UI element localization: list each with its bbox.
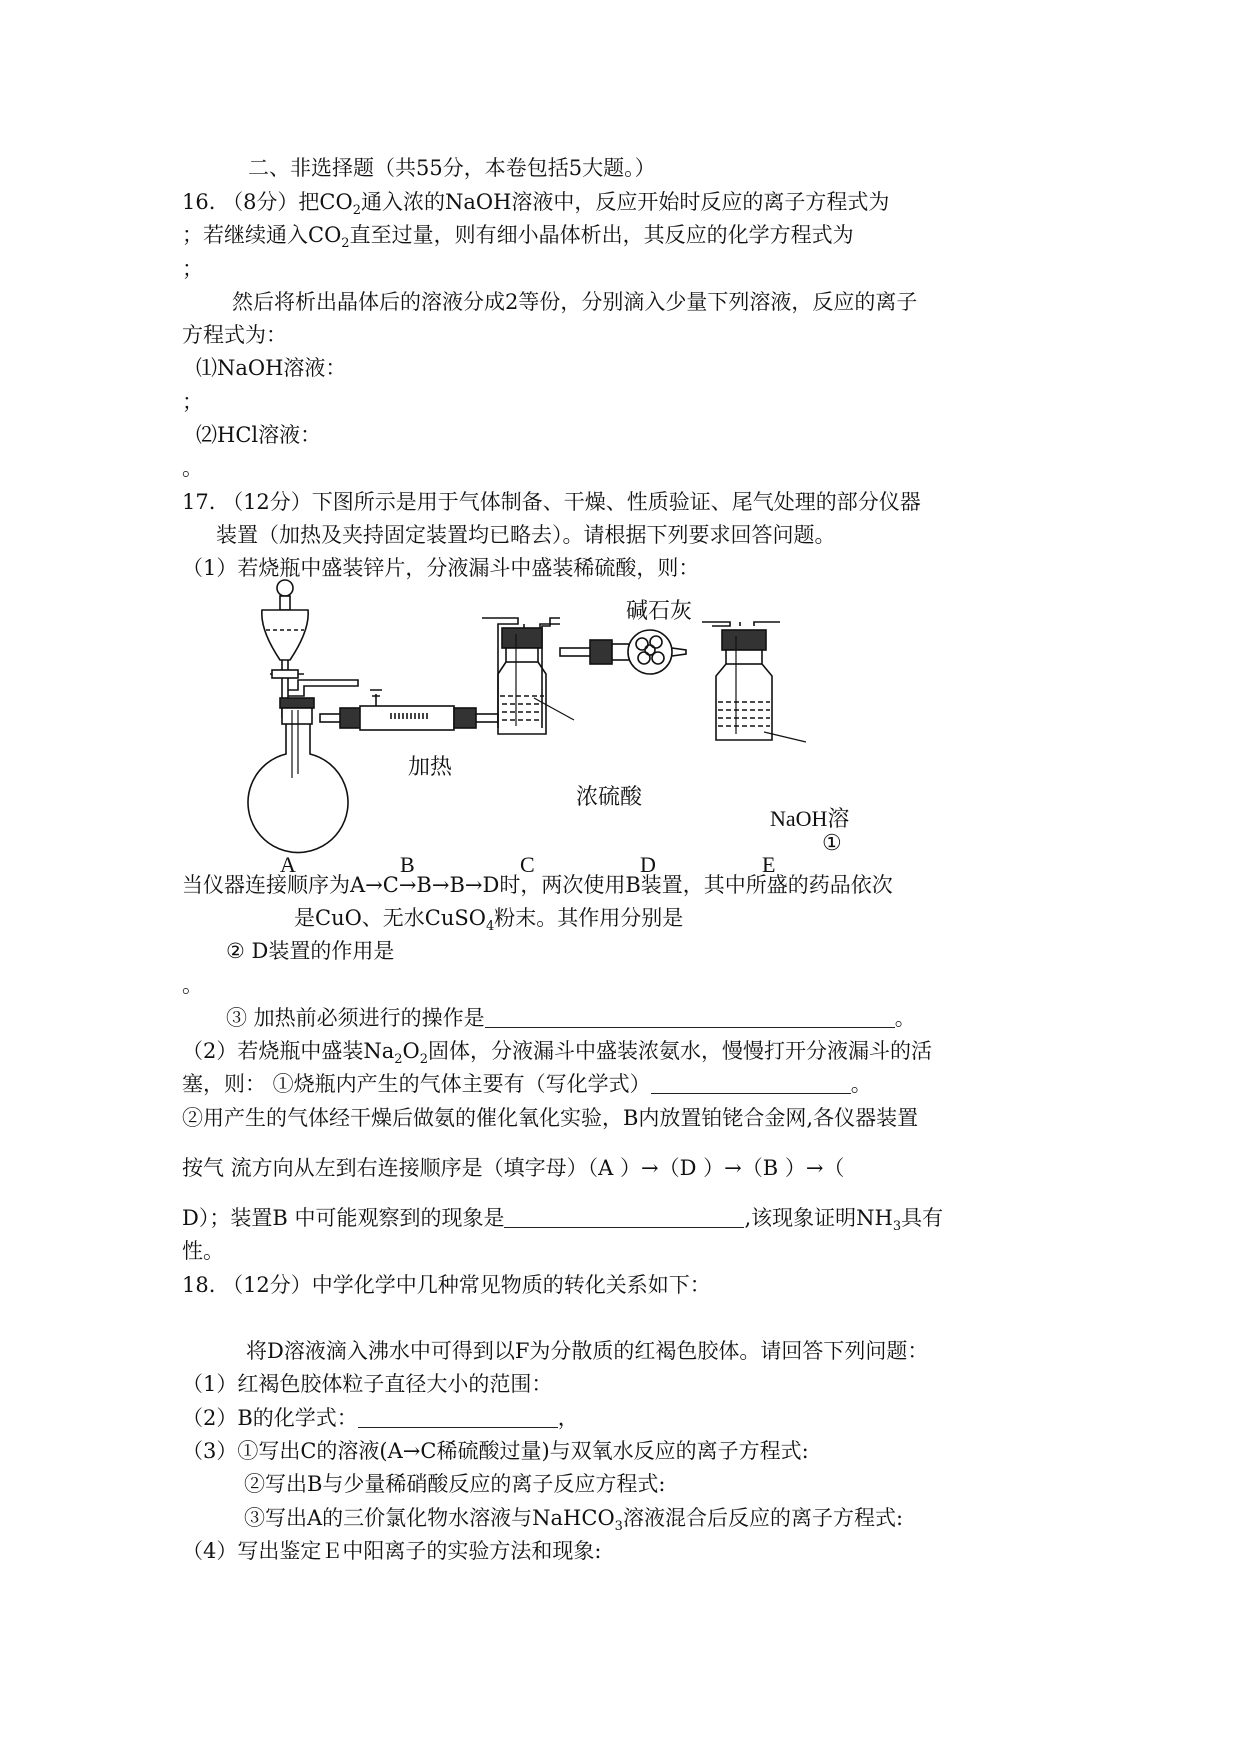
label-naoh-solution: NaOH溶 <box>770 806 850 831</box>
text: 溶液混合后反应的离子方程式: <box>622 1506 904 1530</box>
text: O <box>402 1039 420 1063</box>
q18-line-6: ②写出B与少量稀硝酸反应的离子反应方程式: <box>244 1472 666 1496</box>
subscript: 3 <box>892 1219 902 1235</box>
text: 通入浓的NaOH溶液中，反应开始时反应的离子方程式为 <box>361 190 890 214</box>
device-b-combustion-tube <box>320 690 498 730</box>
text: （2）B的化学式： <box>182 1406 358 1430</box>
q18-line-7 <box>244 1505 904 1535</box>
q17-line-8 <box>226 1005 916 1031</box>
text: ， <box>557 1406 579 1430</box>
q18-line-2: 将D溶液滴入沸水中可得到以F为分散质的红褐色胶体。请回答下列问题： <box>246 1339 929 1363</box>
text: D）；装置B 中可能观察到的现象是 <box>182 1206 505 1230</box>
q18-line-4 <box>182 1405 579 1431</box>
q16-line-4: 然后将析出晶体后的溶液分成2等份，分别滴入少量下列溶液，反应的离子 <box>232 290 918 314</box>
answer-blank[interactable] <box>504 1207 744 1228</box>
device-label-d: D <box>640 852 656 877</box>
q16-line-1 <box>182 189 890 219</box>
subscript: 3 <box>614 1519 623 1535</box>
text: ③ 加热前必须进行的操作是 <box>226 1006 485 1030</box>
device-label-c: C <box>520 852 535 877</box>
text: ,该现象证明NH <box>744 1206 893 1230</box>
q17-line-11: ②用产生的气体经干燥后做氨的催化氧化实验，B内放置铂铑合金网,各仪器装置 <box>182 1106 919 1130</box>
q17-line-12: 按气 流方向从左到右连接顺序是（填字母）（A ）→（D ）→（B ）→（ <box>182 1156 845 1180</box>
q17-line-3: （1）若烧瓶中盛装锌片，分液漏斗中盛装稀硫酸，则： <box>182 556 700 580</box>
subscript: 2 <box>341 236 350 252</box>
text: 直至过量，则有细小晶体析出，其反应的化学方程式为 <box>349 223 854 247</box>
label-heat: 加热 <box>408 754 453 779</box>
q17-line-4: 当仪器连接顺序为A→C→B→B→D时，两次使用B装置，其中所盛的药品依次 <box>182 873 893 897</box>
q16-line-5: 方程式为： <box>182 323 287 347</box>
q17-line-7: 。 <box>182 973 203 997</box>
subscript: 2 <box>352 203 361 219</box>
subscript: 2 <box>394 1052 403 1068</box>
answer-blank[interactable] <box>651 1073 851 1094</box>
q17-line-6: ② D装置的作用是 <box>226 939 395 963</box>
q16-item-1: ⑴NaOH溶液： <box>196 356 347 380</box>
text: ；若继续通入CO <box>182 223 342 247</box>
q16-item-1-end: ； <box>182 390 203 414</box>
subscript: 4 <box>486 919 495 935</box>
label-conc-sulfuric-acid: 浓硫酸 <box>576 784 643 809</box>
subscript: 2 <box>419 1052 429 1068</box>
text: 粉末。其作用分别是 <box>494 906 684 930</box>
text: 。 <box>894 1006 916 1030</box>
q18-line-1: 18. （12分）中学化学中几种常见物质的转化关系如下： <box>182 1273 711 1297</box>
text: 。 <box>850 1072 872 1096</box>
section-title: 二、非选择题（共55分，本卷包括5大题。） <box>248 156 656 180</box>
q17-line-5 <box>294 905 684 935</box>
q16-item-2: ⑵HCl溶液： <box>196 423 322 447</box>
text: ③写出A的三价氯化物水溶液与NaHCO <box>244 1506 615 1530</box>
q16-line-3: ； <box>182 257 203 281</box>
device-label-e: E <box>762 852 776 877</box>
label-circle-one: ① <box>822 830 842 855</box>
answer-blank[interactable] <box>485 1007 895 1028</box>
label-soda-lime: 碱石灰 <box>626 598 693 623</box>
q16-line-2 <box>182 222 854 252</box>
q17-line-9 <box>182 1038 933 1068</box>
q16-item-2-end: 。 <box>182 456 203 480</box>
device-e-absorption-bottle <box>702 622 780 740</box>
q18-line-8: （4）写出鉴定Ｅ中阳离子的实验方法和现象: <box>182 1539 602 1563</box>
q17-line-1: 17. （12分）下图所示是用于气体制备、干燥、性质验证、尾气处理的部分仪器 <box>182 490 921 514</box>
q18-line-3: （1）红褐色胶体粒子直径大小的范围： <box>182 1372 553 1396</box>
q17-line-14: 性。 <box>182 1239 224 1263</box>
apparatus-figure <box>240 578 960 877</box>
q17-line-2: 装置（加热及夹持固定装置均已略去）。请根据下列要求回答问题。 <box>216 523 836 547</box>
answer-blank[interactable] <box>358 1407 558 1428</box>
q17-line-10 <box>182 1071 872 1097</box>
text: 16. （8分）把CO <box>182 190 353 214</box>
text: 具有 <box>901 1206 944 1230</box>
text: 塞，则： ①烧瓶内产生的气体主要有（写化学式） <box>182 1072 651 1096</box>
text: 是CuO、无水CuSO <box>294 906 487 930</box>
q18-line-5: （3）①写出C的溶液(A→C稀硫酸过量)与双氧水反应的离子方程式: <box>182 1439 809 1463</box>
device-label-a: A <box>280 852 296 877</box>
text: 固体，分液漏斗中盛装浓氨水，慢慢打开分液漏斗的活 <box>428 1039 933 1063</box>
q17-line-13 <box>182 1205 944 1235</box>
text: （2）若烧瓶中盛装Na <box>182 1039 395 1063</box>
device-label-b: B <box>400 852 415 877</box>
device-d-drying-tube <box>560 630 686 674</box>
